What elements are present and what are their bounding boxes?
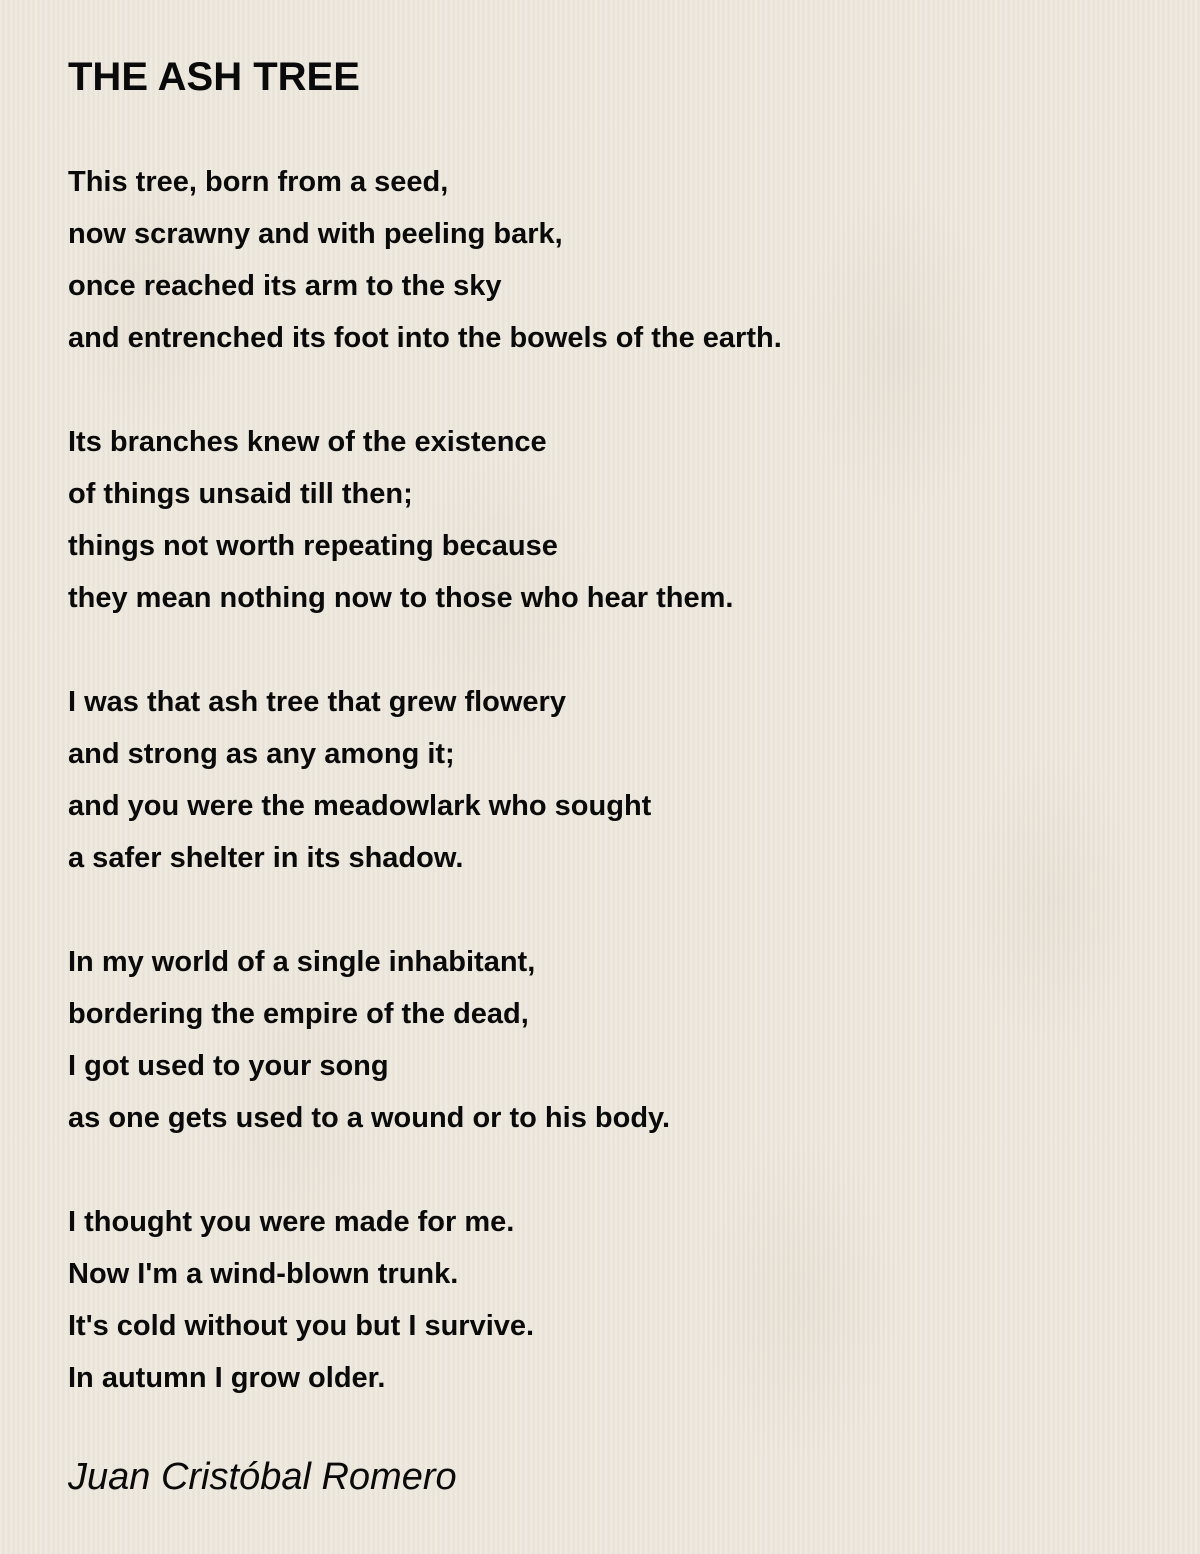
poem-line: I thought you were made for me.	[68, 1206, 515, 1238]
poem-line: things not worth repeating because	[68, 530, 558, 562]
poem-line: Now I'm a wind-blown trunk.	[68, 1258, 459, 1290]
poem-line: and you were the meadowlark who sought	[68, 790, 652, 822]
poem-line: a safer shelter in its shadow.	[68, 842, 464, 874]
stanza-2	[68, 416, 1148, 624]
poem-line: In autumn I grow older.	[68, 1362, 386, 1394]
poem-line: they mean nothing now to those who hear them.	[68, 582, 734, 614]
poem-line: of things unsaid till then;	[68, 478, 413, 510]
poem-line: This tree, born from a seed,	[68, 166, 449, 198]
poem-line: It's cold without you but I survive.	[68, 1310, 535, 1342]
poem-line: I got used to your song	[68, 1050, 389, 1082]
poem-author: Juan Cristóbal Romero	[68, 1456, 457, 1498]
poem	[68, 52, 1148, 1456]
poem-line: bordering the empire of the dead,	[68, 998, 529, 1030]
poem-line: once reached its arm to the sky	[68, 270, 502, 302]
stanza-3	[68, 676, 1148, 884]
poem-line: and strong as any among it;	[68, 738, 455, 770]
poem-line: Its branches knew of the existence	[68, 426, 547, 458]
poem-title: THE ASH TREE	[68, 55, 360, 99]
poem-line: In my world of a single inhabitant,	[68, 946, 536, 978]
poem-line: as one gets used to a wound or to his body.	[68, 1102, 671, 1134]
poem-line: now scrawny and with peeling bark,	[68, 218, 563, 250]
poem-line: and entrenched its foot into the bowels of the earth.	[68, 322, 782, 354]
poem-line: I was that ash tree that grew flowery	[68, 686, 566, 718]
stanza-1	[68, 156, 1148, 364]
stanza-4	[68, 936, 1148, 1144]
stanza-5	[68, 1196, 1148, 1404]
